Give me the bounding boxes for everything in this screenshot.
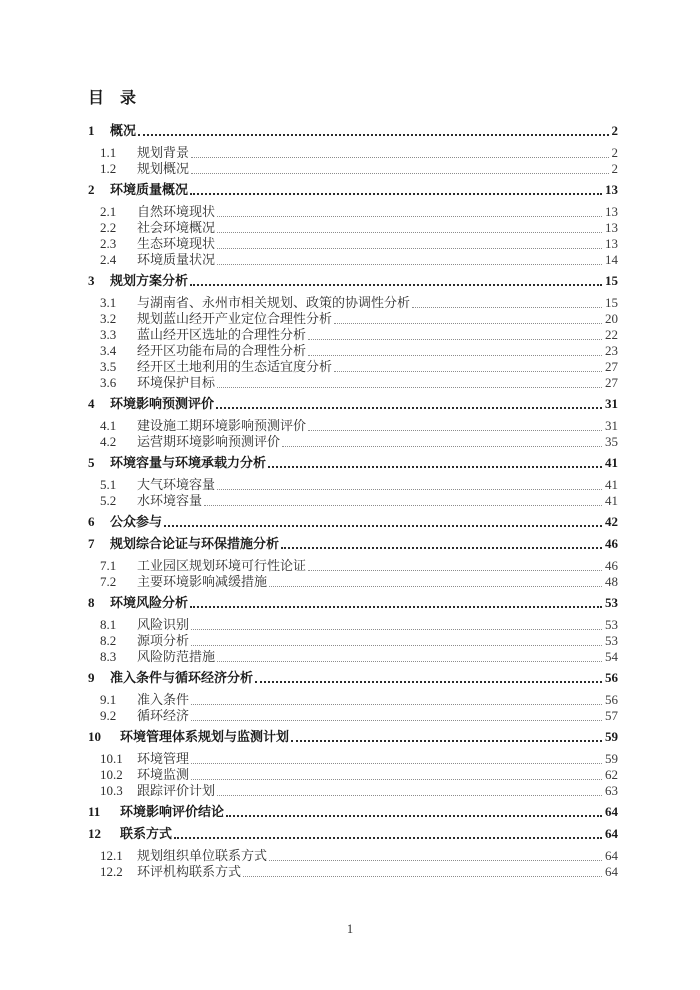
toc-entry-title: 生态环境现状 xyxy=(137,236,216,251)
toc-entry-title: 循环经济 xyxy=(137,708,190,723)
dot-leader xyxy=(190,193,602,195)
toc-entry-number: 12.2 xyxy=(100,864,123,879)
toc-entry-page: 46 xyxy=(605,558,618,573)
toc-entry[interactable] xyxy=(88,864,618,880)
dot-leader xyxy=(291,740,602,742)
dot-leader xyxy=(269,860,602,861)
toc-entry-page: 54 xyxy=(605,649,618,664)
toc-entry-title: 源项分析 xyxy=(137,633,190,648)
toc-entry-page: 42 xyxy=(605,514,618,529)
dot-leader xyxy=(217,387,602,388)
dot-leader xyxy=(282,446,602,447)
toc-entry-title: 蓝山经开区选址的合理性分析 xyxy=(137,327,307,342)
toc-entry-title: 经开区土地利用的生态适宜度分析 xyxy=(137,359,333,374)
toc-entry-page: 13 xyxy=(605,182,618,197)
toc-entry-title: 环境保护目标 xyxy=(137,375,216,390)
dot-leader xyxy=(308,355,602,356)
toc-entry-number: 3.1 xyxy=(100,295,117,310)
toc-entry-page: 15 xyxy=(605,295,618,310)
toc-entry-title: 风险防范措施 xyxy=(137,649,216,664)
toc-entry-title: 建设施工期环境影响预测评价 xyxy=(137,418,307,433)
footer-page-number: 1 xyxy=(346,922,354,936)
dot-leader xyxy=(217,264,602,265)
dot-leader xyxy=(217,795,602,796)
dot-leader xyxy=(191,173,608,174)
toc-entry-page: 22 xyxy=(605,327,618,342)
toc-entry-page: 27 xyxy=(605,359,618,374)
toc-entry-number: 12.1 xyxy=(100,848,123,863)
toc-entry-title: 环境影响评价结论 xyxy=(120,804,225,819)
toc-entry-page: 41 xyxy=(605,493,618,508)
dot-leader xyxy=(216,407,602,409)
toc-entry-title: 与湖南省、永州市相关规划、政策的协调性分析 xyxy=(137,295,411,310)
toc-entry-number: 7 xyxy=(88,536,95,551)
toc-entry[interactable] xyxy=(88,649,618,665)
toc-entry-page: 27 xyxy=(605,375,618,390)
toc-entry[interactable] xyxy=(88,145,618,161)
toc-entry-number: 2.3 xyxy=(100,236,117,251)
toc-entry-title: 公众参与 xyxy=(110,514,163,529)
toc-entry-title: 环境监测 xyxy=(137,767,190,782)
toc-entry-title: 规划综合论证与环保措施分析 xyxy=(110,536,280,551)
toc-entry-number: 2.4 xyxy=(100,252,117,267)
toc-entry[interactable] xyxy=(88,455,618,471)
toc-entry-number: 5.1 xyxy=(100,477,117,492)
dot-leader xyxy=(226,815,602,817)
toc-entry-page: 59 xyxy=(605,729,618,744)
dot-leader xyxy=(334,323,602,324)
toc-entry-title: 环境质量概况 xyxy=(110,182,189,197)
toc-entry-page: 53 xyxy=(605,617,618,632)
toc-entry-number: 3.3 xyxy=(100,327,117,342)
toc-entry-number: 9.2 xyxy=(100,708,117,723)
toc-entry[interactable] xyxy=(88,670,618,686)
toc-entry-page: 48 xyxy=(605,574,618,589)
toc-entry[interactable] xyxy=(88,536,618,552)
dot-leader xyxy=(191,629,602,630)
toc-entry[interactable] xyxy=(88,273,618,289)
toc-entry-number: 3.5 xyxy=(100,359,117,374)
toc-entry-title: 联系方式 xyxy=(120,826,173,841)
toc-entry[interactable] xyxy=(88,204,618,220)
toc-entry-page: 64 xyxy=(605,826,618,841)
dot-leader xyxy=(191,720,602,721)
dot-leader xyxy=(190,606,602,608)
toc-entry-title: 规划组织单位联系方式 xyxy=(137,848,268,863)
dot-leader xyxy=(217,661,602,662)
toc-entry-page: 15 xyxy=(605,273,618,288)
toc-entry-page: 31 xyxy=(605,396,618,411)
toc-entry-page: 31 xyxy=(605,418,618,433)
dot-leader xyxy=(191,157,608,158)
toc-entry-page: 13 xyxy=(605,236,618,251)
toc-entry-title: 规划蓝山经开产业定位合理性分析 xyxy=(137,311,333,326)
toc-entry-number: 10 xyxy=(88,729,101,744)
toc-entry-title: 工业园区规划环境可行性论证 xyxy=(137,558,307,573)
toc-entry[interactable] xyxy=(88,558,618,574)
toc-entry[interactable] xyxy=(88,220,618,236)
dot-leader xyxy=(217,216,602,217)
toc-entry[interactable] xyxy=(88,708,618,724)
dot-leader xyxy=(217,232,602,233)
toc-entry[interactable] xyxy=(88,729,618,745)
toc-entry-page: 20 xyxy=(605,311,618,326)
toc-entry[interactable] xyxy=(88,236,618,252)
toc-entry-title: 环境影响预测评价 xyxy=(110,396,215,411)
toc-entry[interactable] xyxy=(88,182,618,198)
dot-leader xyxy=(164,525,602,527)
toc-entry-title: 经开区功能布局的合理性分析 xyxy=(137,343,307,358)
toc-entry-page: 35 xyxy=(605,434,618,449)
toc-entry-page: 57 xyxy=(605,708,618,723)
toc-entry[interactable] xyxy=(88,804,618,820)
dot-leader xyxy=(190,284,602,286)
dot-leader xyxy=(138,134,608,136)
toc-entry-page: 23 xyxy=(605,343,618,358)
toc-entry-title: 环境风险分析 xyxy=(110,595,189,610)
toc-entry-page: 2 xyxy=(611,161,618,176)
toc-entry-title: 规划概况 xyxy=(137,161,190,176)
toc-entry[interactable] xyxy=(88,343,618,359)
toc-entry-number: 3.2 xyxy=(100,311,117,326)
toc-entry-number: 1.1 xyxy=(100,145,117,160)
toc-entry-number: 4.1 xyxy=(100,418,117,433)
toc-entry-page: 41 xyxy=(605,455,618,470)
dot-leader xyxy=(191,704,602,705)
toc-entry[interactable] xyxy=(88,123,618,139)
dot-leader xyxy=(204,505,602,506)
toc-entry[interactable] xyxy=(88,477,618,493)
toc-entry-title: 概况 xyxy=(110,123,137,138)
toc-entry-number: 3 xyxy=(88,273,95,288)
toc-entry[interactable] xyxy=(88,434,618,450)
toc-entry-number: 8 xyxy=(88,595,95,610)
toc-entry[interactable] xyxy=(88,514,618,530)
toc-entry-number: 3.6 xyxy=(100,375,117,390)
toc-entry-number: 4.2 xyxy=(100,434,117,449)
toc-entry-title: 社会环境概况 xyxy=(137,220,216,235)
toc-entry[interactable] xyxy=(88,767,618,783)
toc-entry-number: 5.2 xyxy=(100,493,117,508)
toc-entry-number: 6 xyxy=(88,514,95,529)
toc-entry-number: 10.3 xyxy=(100,783,123,798)
table-of-contents xyxy=(88,123,618,880)
toc-entry-number: 9 xyxy=(88,670,95,685)
toc-entry[interactable] xyxy=(88,311,618,327)
toc-entry[interactable] xyxy=(88,327,618,343)
toc-entry-title: 主要环境影响减缓措施 xyxy=(137,574,268,589)
toc-entry-number: 8.2 xyxy=(100,633,117,648)
toc-entry-number: 2.1 xyxy=(100,204,117,219)
toc-entry[interactable] xyxy=(88,633,618,649)
dot-leader xyxy=(412,307,602,308)
dot-leader xyxy=(217,489,602,490)
toc-entry[interactable] xyxy=(88,418,618,434)
toc-entry-page: 64 xyxy=(605,864,618,879)
toc-entry[interactable] xyxy=(88,692,618,708)
toc-entry-title: 运营期环境影响预测评价 xyxy=(137,434,281,449)
toc-entry-number: 1.2 xyxy=(100,161,117,176)
toc-entry-number: 12 xyxy=(88,826,101,841)
toc-entry-number: 4 xyxy=(88,396,95,411)
toc-entry-title: 跟踪评价计划 xyxy=(137,783,216,798)
toc-entry-title: 风险识别 xyxy=(137,617,190,632)
toc-entry-title: 准入条件 xyxy=(137,692,190,707)
toc-entry[interactable] xyxy=(88,295,618,311)
toc-entry-page: 64 xyxy=(605,804,618,819)
toc-entry-title: 大气环境容量 xyxy=(137,477,216,492)
toc-entry-page: 56 xyxy=(605,670,618,685)
toc-entry[interactable] xyxy=(88,751,618,767)
dot-leader xyxy=(191,779,602,780)
dot-leader xyxy=(191,645,602,646)
toc-entry-number: 8.3 xyxy=(100,649,117,664)
toc-entry-number: 7.2 xyxy=(100,574,117,589)
page-footer xyxy=(0,922,700,937)
toc-entry-page: 2 xyxy=(611,123,618,138)
toc-entry-title: 环境管理 xyxy=(137,751,190,766)
toc-entry[interactable] xyxy=(88,783,618,799)
dot-leader xyxy=(217,248,602,249)
toc-entry-number: 7.1 xyxy=(100,558,117,573)
toc-entry-title: 自然环境现状 xyxy=(137,204,216,219)
toc-entry-title: 环境质量状况 xyxy=(137,252,216,267)
toc-entry-page: 56 xyxy=(605,692,618,707)
toc-entry-number: 2.2 xyxy=(100,220,117,235)
toc-entry-page: 64 xyxy=(605,848,618,863)
dot-leader xyxy=(269,586,602,587)
dot-leader xyxy=(308,339,602,340)
toc-entry-number: 2 xyxy=(88,182,95,197)
toc-entry-page: 59 xyxy=(605,751,618,766)
toc-entry[interactable] xyxy=(88,375,618,391)
toc-entry[interactable] xyxy=(88,396,618,412)
toc-entry-page: 41 xyxy=(605,477,618,492)
toc-entry-title: 环评机构联系方式 xyxy=(137,864,242,879)
toc-entry-title: 准入条件与循环经济分析 xyxy=(110,670,254,685)
toc-entry-page: 13 xyxy=(605,220,618,235)
dot-leader xyxy=(243,876,602,877)
dot-leader xyxy=(191,763,602,764)
dot-leader xyxy=(268,466,602,468)
dot-leader xyxy=(308,430,602,431)
page-title: 目 录 xyxy=(88,90,137,107)
toc-entry-number: 1 xyxy=(88,123,95,138)
toc-entry[interactable] xyxy=(88,493,618,509)
toc-entry-title: 环境容量与环境承载力分析 xyxy=(110,455,267,470)
toc-entry-page: 62 xyxy=(605,767,618,782)
toc-entry-page: 13 xyxy=(605,204,618,219)
toc-entry[interactable] xyxy=(88,574,618,590)
toc-entry-page: 63 xyxy=(605,783,618,798)
toc-entry-page: 53 xyxy=(605,595,618,610)
toc-entry-page: 53 xyxy=(605,633,618,648)
dot-leader xyxy=(308,570,602,571)
toc-entry[interactable] xyxy=(88,161,618,177)
dot-leader xyxy=(334,371,602,372)
toc-entry-title: 水环境容量 xyxy=(137,493,203,508)
toc-entry-number: 9.1 xyxy=(100,692,117,707)
toc-entry-title: 环境管理体系规划与监测计划 xyxy=(120,729,290,744)
toc-entry-number: 3.4 xyxy=(100,343,117,358)
toc-entry-page: 14 xyxy=(605,252,618,267)
toc-entry-number: 10.2 xyxy=(100,767,123,782)
toc-entry-title: 规划方案分析 xyxy=(110,273,189,288)
toc-entry-number: 5 xyxy=(88,455,95,470)
toc-entry[interactable] xyxy=(88,617,618,633)
toc-entry[interactable] xyxy=(88,595,618,611)
toc-entry-page: 46 xyxy=(605,536,618,551)
dot-leader xyxy=(255,681,602,683)
toc-entry[interactable] xyxy=(88,359,618,375)
toc-entry[interactable] xyxy=(88,848,618,864)
toc-entry-title: 规划背景 xyxy=(137,145,190,160)
dot-leader xyxy=(281,547,602,549)
toc-entry-number: 11 xyxy=(88,804,101,819)
toc-entry[interactable] xyxy=(88,826,618,842)
dot-leader xyxy=(174,837,602,839)
toc-entry-page: 2 xyxy=(611,145,618,160)
toc-entry[interactable] xyxy=(88,252,618,268)
toc-entry-number: 10.1 xyxy=(100,751,123,766)
toc-entry-number: 8.1 xyxy=(100,617,117,632)
